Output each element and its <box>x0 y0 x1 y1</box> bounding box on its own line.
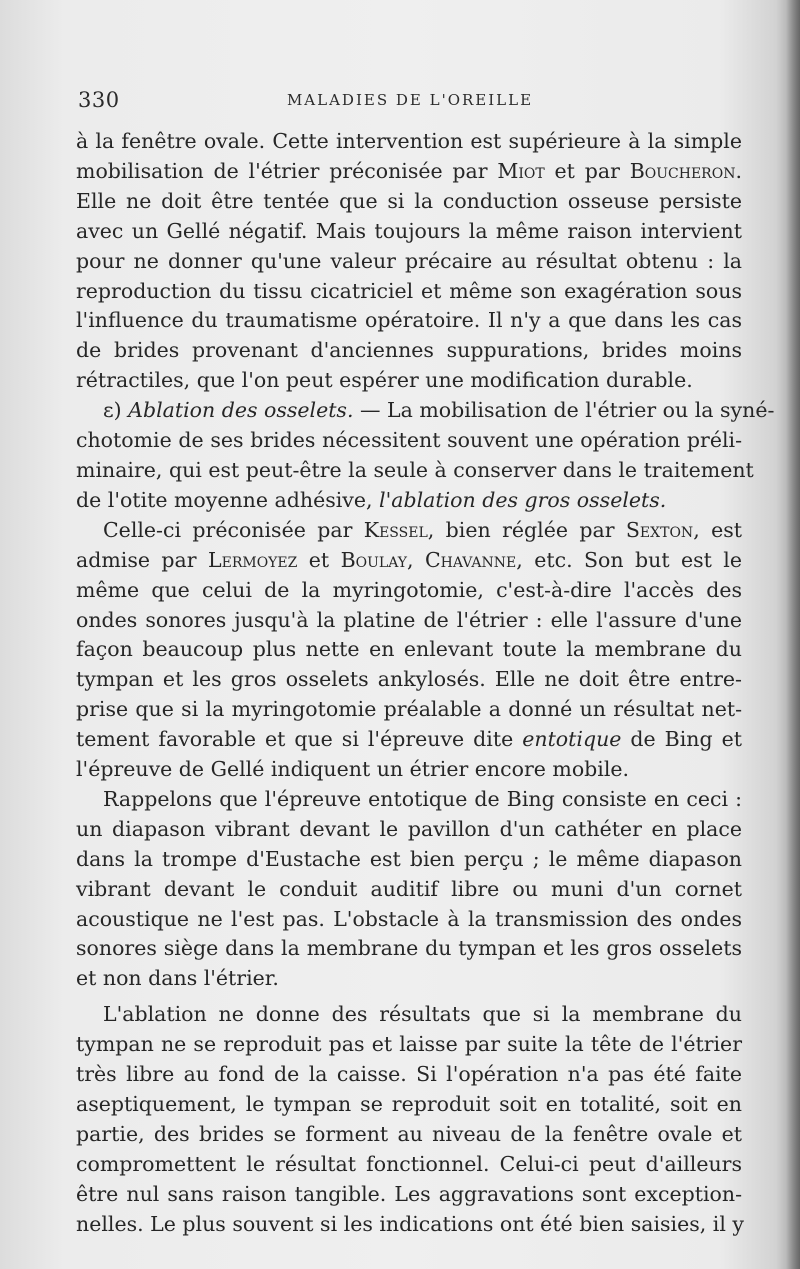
text-line: prise que si la myringotomie préalable a donné un résultat net- <box>76 697 742 722</box>
paragraph <box>76 516 742 785</box>
text-line: tympan ne se reproduit pas et laisse par suite la tête de l'étrier <box>76 1032 742 1057</box>
text-line: aseptiquement, le tympan se reproduit soit en totalité, soit en <box>76 1092 742 1116</box>
text-line: l'épreuve de Gellé indiquent un étrier encore mobile. <box>76 757 630 782</box>
author-name: Boulay <box>340 547 408 572</box>
text-line: ondes sonores jusqu'à la platine de l'étrier : elle l'assure d'une <box>76 607 742 632</box>
text-line: pour ne donner qu'une valeur précaire au résultat obtenu : la <box>76 248 742 273</box>
text-line: même que celui de la myringotomie, c'est-à-dire l'accès des <box>76 577 742 602</box>
paragraph <box>76 396 775 516</box>
text-line: vibrant devant le conduit auditif libre ou muni d'un cornet <box>76 876 742 901</box>
paragraph <box>76 785 742 994</box>
text-line: minaire, qui est peut-être la seule à conserver dans le traitement <box>76 457 754 482</box>
paragraph <box>76 127 742 396</box>
author-name: Lermoyez <box>207 547 298 572</box>
text-line: Elle ne doit être tentée que si la conduction osseuse persiste <box>76 188 742 213</box>
text-line: avec un Gellé négatif. Mais toujours la même raison intervient <box>76 218 742 243</box>
text-line: un diapason vibrant devant le pavillon d'un cathéter en place <box>76 816 742 841</box>
author-name: Kessel <box>363 517 428 542</box>
author-name: Sexton <box>625 517 694 542</box>
text-line: tement favorable et que si l'épreuve dite entotique de Bing et <box>76 727 742 752</box>
text-line: dans la trompe d'Eustache est bien perçu ; le même diapason <box>76 846 742 871</box>
author-name: Boucheron <box>629 158 736 183</box>
author-name: Chavanne <box>424 547 517 572</box>
text-line: ε) Ablation des osselets. — La mobilisation de l'étrier ou la syné- <box>103 398 775 423</box>
text-line: admise par Lermoyez et Boulay, Chavanne, etc. Son but est le <box>76 547 742 572</box>
text-line: sonores siège dans la membrane du tympan et les gros osselets <box>76 936 742 961</box>
text-line: Rappelons que l'épreuve entotique de Bing consiste en ceci : <box>103 786 742 811</box>
section-heading: Ablation des osselets. <box>128 398 354 423</box>
text-line: tympan et les gros osselets ankylosés. Elle ne doit être entre- <box>76 667 742 692</box>
running-title: MALADIES DE L'OREILLE <box>286 91 534 109</box>
text-line: de brides provenant d'anciennes suppurations, brides moins <box>76 338 742 363</box>
text-line: rétractiles, que l'on peut espérer une modification durable. <box>76 368 693 393</box>
text-line: Celle-ci préconisée par Kessel, bien réglée par Sexton, est <box>103 517 742 542</box>
text-line: et non dans l'étrier. <box>76 966 279 991</box>
page-number: 330 <box>78 88 120 112</box>
text-line: mobilisation de l'étrier préconisée par Miot et par Boucheron. <box>76 158 742 183</box>
text-line: à la fenêtre ovale. Cette intervention est supérieure à la simple <box>76 129 742 153</box>
emphasis-text: l'ablation des gros osselets. <box>379 487 667 512</box>
text-line: reproduction du tissu cicatriciel et même son exagération sous <box>76 278 742 303</box>
text-line: être nul sans raison tangible. Les aggravations sont exception- <box>76 1181 742 1206</box>
author-name: Miot <box>497 158 545 183</box>
text-line: chotomie de ses brides nécessitent souvent une opération préli- <box>76 428 742 453</box>
text-line: L'ablation ne donne des résultats que si la membrane du <box>103 1002 742 1027</box>
text-line: de l'otite moyenne adhésive, l'ablation des gros osselets. <box>76 487 667 512</box>
text-line: acoustique ne l'est pas. L'obstacle à la transmission des ondes <box>76 906 742 931</box>
text-line: partie, des brides se forment au niveau de la fenêtre ovale et <box>76 1121 742 1146</box>
text-line: l'influence du traumatisme opératoire. Il n'y a que dans les cas <box>76 308 742 333</box>
body-text <box>76 127 775 1240</box>
text-line: nelles. Le plus souvent si les indications ont été bien saisies, il y <box>76 1211 745 1236</box>
page-header <box>78 88 742 118</box>
paragraph <box>76 1000 745 1239</box>
text-line: compromettent le résultat fonctionnel. Celui-ci peut d'ailleurs <box>76 1151 742 1176</box>
emphasis-text: entotique <box>522 727 622 752</box>
text-line: très libre au fond de la caisse. Si l'opération n'a pas été faite <box>76 1062 742 1087</box>
text-line: façon beaucoup plus nette en enlevant toute la membrane du <box>76 637 742 662</box>
